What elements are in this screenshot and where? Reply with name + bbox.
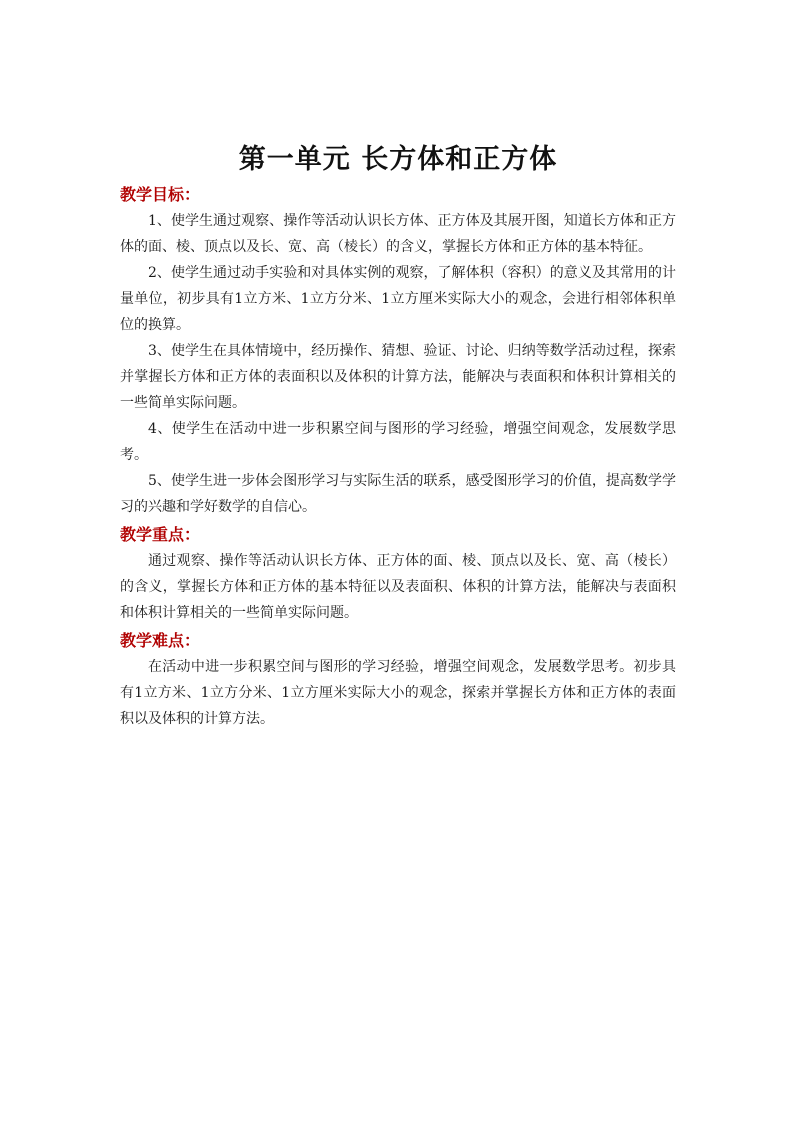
key-points-paragraph: 通过观察、操作等活动认识长方体、正方体的面、棱、顶点以及长、宽、高（棱长）的含义，掌握长方体和正方体的基本特征以及表面积、体积的计算方法，能解决与表面积和体积计算相关的一些简单实际问题。	[120, 553, 676, 621]
document-content	[120, 140, 676, 732]
objective-paragraph-1: 1、使学生通过观察、操作等活动认识长方体、正方体及其展开图，知道长方体和正方体的面、棱、顶点以及长、宽、高（棱长）的含义，掌握长方体和正方体的基本特征。	[120, 213, 676, 255]
section-key-points	[120, 522, 676, 626]
page-title: 第一单元 长方体和正方体	[238, 144, 558, 175]
difficult-points-paragraph: 在活动中进一步积累空间与图形的学习经验，增强空间观念，发展数学思考。初步具有1立方米、1立方分米、1立方厘米实际大小的观念，探索并掌握长方体和正方体的表面积以及体积的计算方法。	[120, 659, 676, 727]
objective-paragraph-3: 3、使学生在具体情境中，经历操作、猜想、验证、讨论、归纳等数学活动过程，探索并掌握长方体和正方体的表面积以及体积的计算方法，能解决与表面积和体积计算相关的一些简单实际问题。	[120, 343, 676, 411]
objective-paragraph-5: 5、使学生进一步体会图形学习与实际生活的联系，感受图形学习的价值，提高数学学习的兴趣和学好数学的自信心。	[120, 473, 676, 515]
section-heading-difficult-points: 教学难点：	[120, 631, 201, 650]
objective-paragraph-2: 2、使学生通过动手实验和对具体实例的观察，了解体积（容积）的意义及其常用的计量单位，初步具有1立方米、1立方分米、1立方厘米实际大小的观念，会进行相邻体积单位的换算。	[120, 265, 676, 333]
objective-paragraph-4: 4、使学生在活动中进一步积累空间与图形的学习经验，增强空间观念，发展数学思考。	[120, 421, 676, 463]
section-heading-objectives: 教学目标：	[120, 185, 201, 204]
section-heading-key-points: 教学重点：	[120, 525, 201, 544]
section-teaching-objectives	[120, 182, 676, 520]
section-difficult-points	[120, 628, 676, 732]
